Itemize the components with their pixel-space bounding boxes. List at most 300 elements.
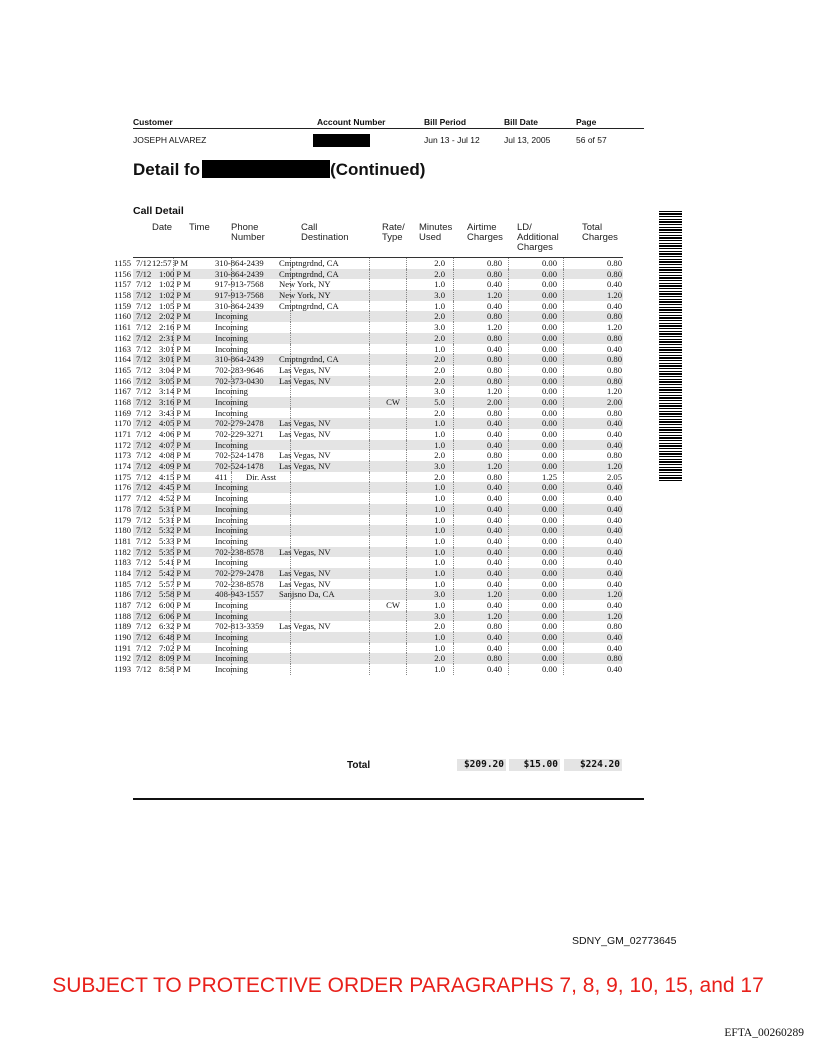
column-divider xyxy=(290,515,291,526)
account-number-redaction xyxy=(313,134,370,147)
phone-cell: 310-864-2439 xyxy=(215,268,264,279)
column-divider xyxy=(369,290,370,301)
column-divider xyxy=(369,621,370,632)
total-cell: 0.40 xyxy=(606,514,622,525)
column-divider xyxy=(406,557,407,568)
ld-cell: 0.00 xyxy=(541,567,557,578)
col-air-line1: Airtime xyxy=(467,222,497,233)
time-cell: 3:16 P M xyxy=(159,396,191,407)
date-cell: 7/12 xyxy=(136,407,152,418)
date-cell: 7/12 xyxy=(136,418,152,429)
customer-name: JOSEPH ALVAREZ xyxy=(133,135,207,145)
phone-cell: Incoming xyxy=(215,332,248,343)
destination-cell: New York, NY xyxy=(279,279,331,290)
ld-cell: 0.00 xyxy=(541,632,557,643)
column-divider xyxy=(369,664,370,675)
destination-cell: New York, NY xyxy=(279,290,331,301)
airtime-cell: 0.40 xyxy=(486,514,502,525)
table-row xyxy=(114,258,623,269)
column-divider xyxy=(406,611,407,622)
ld-cell: 0.00 xyxy=(541,279,557,290)
ld-cell: 0.00 xyxy=(541,364,557,375)
airtime-cell: 0.40 xyxy=(486,300,502,311)
minutes-cell: 1.0 xyxy=(434,439,445,450)
ld-cell: 0.00 xyxy=(541,354,557,365)
minutes-cell: 1.0 xyxy=(434,600,445,610)
row-number: 1167 xyxy=(114,386,131,397)
time-cell: 4:09 P M xyxy=(159,461,191,472)
airtime-cell: 0.40 xyxy=(486,418,502,429)
minutes-cell: 2.0 xyxy=(434,621,445,632)
column-divider xyxy=(369,365,370,376)
row-number: 1190 xyxy=(114,632,131,643)
column-divider xyxy=(290,600,291,611)
date-cell: 7/12 xyxy=(136,610,152,621)
row-number: 1165 xyxy=(114,364,131,375)
column-divider xyxy=(406,376,407,387)
time-cell: 2:16 P M xyxy=(159,322,191,333)
row-number: 1170 xyxy=(114,418,131,429)
row-number: 1184 xyxy=(114,567,131,578)
col-rate xyxy=(382,223,405,243)
airtime-cell: 0.40 xyxy=(486,525,502,536)
table-row xyxy=(114,450,623,461)
table-row xyxy=(114,525,623,536)
phone-cell: 408-943-1557 xyxy=(215,589,264,600)
airtime-cell: 0.80 xyxy=(486,407,502,418)
destination-cell: Sanjsno Da, CA xyxy=(279,589,335,600)
total-cell: 2.00 xyxy=(606,396,622,407)
total-cell: 0.40 xyxy=(606,567,622,578)
ld-cell: 0.00 xyxy=(541,664,557,675)
date-cell: 7/12 xyxy=(136,653,152,664)
column-divider xyxy=(406,258,407,269)
ld-cell: 0.00 xyxy=(541,375,557,386)
row-number: 1176 xyxy=(114,482,131,493)
airtime-cell: 0.80 xyxy=(486,375,502,386)
column-divider xyxy=(406,386,407,397)
destination-cell: Las Vegas, NV xyxy=(279,578,331,589)
minutes-cell: 1.0 xyxy=(434,567,445,578)
row-number: 1164 xyxy=(114,354,131,365)
date-cell: 7/12 xyxy=(136,621,152,632)
minutes-cell: 3.0 xyxy=(434,386,445,397)
row-number: 1171 xyxy=(114,429,131,439)
table-row xyxy=(114,632,623,643)
time-cell: 12:57 P M xyxy=(152,258,188,268)
time-cell: 4:15 P M xyxy=(159,471,191,482)
phone-cell: 702-524-1478 xyxy=(215,450,264,461)
col-minutes xyxy=(419,223,452,243)
phone-cell: 310-864-2439 xyxy=(215,258,264,268)
col-airtime xyxy=(467,223,503,243)
table-row xyxy=(114,567,623,579)
ld-cell: 0.00 xyxy=(541,450,557,461)
title-redaction xyxy=(202,160,330,178)
column-divider xyxy=(406,525,407,536)
minutes-cell: 1.0 xyxy=(434,632,445,643)
time-cell: 3:05 P M xyxy=(159,375,191,386)
date-cell: 7/12 xyxy=(136,396,152,407)
phone-cell: Incoming xyxy=(215,493,248,504)
ld-cell: 0.00 xyxy=(541,546,557,557)
total-cell: 0.80 xyxy=(606,653,622,664)
minutes-cell: 1.0 xyxy=(434,514,445,525)
column-divider xyxy=(369,258,370,269)
phone-cell: Incoming xyxy=(215,482,248,493)
bill-date-value: Jul 13, 2005 xyxy=(504,135,551,145)
column-divider xyxy=(406,664,407,675)
column-divider xyxy=(369,611,370,622)
column-divider xyxy=(369,653,370,664)
column-divider xyxy=(369,493,370,504)
title-suffix: (Continued) xyxy=(330,160,426,179)
airtime-cell: 0.40 xyxy=(486,600,502,610)
row-number: 1163 xyxy=(114,343,131,354)
column-divider xyxy=(406,397,407,408)
airtime-cell: 0.40 xyxy=(486,279,502,290)
ld-cell: 0.00 xyxy=(541,461,557,472)
phone-cell: 917-913-7568 xyxy=(215,290,264,301)
col-phone xyxy=(231,223,265,243)
time-cell: 5:31 P M xyxy=(159,514,191,525)
column-divider xyxy=(290,386,291,397)
column-divider xyxy=(290,643,291,654)
column-divider xyxy=(406,653,407,664)
date-cell: 7/12 xyxy=(136,268,152,279)
date-cell: 7/12 xyxy=(136,589,152,600)
column-divider xyxy=(290,333,291,344)
airtime-cell: 0.40 xyxy=(486,642,502,653)
table-row xyxy=(114,268,623,280)
total-cell: 0.80 xyxy=(606,354,622,365)
ld-cell: 0.00 xyxy=(541,386,557,397)
row-number: 1191 xyxy=(114,642,131,653)
minutes-cell: 2.0 xyxy=(434,354,445,365)
airtime-cell: 1.20 xyxy=(486,322,502,333)
phone-cell: 702-238-8578 xyxy=(215,546,264,557)
minutes-cell: 1.0 xyxy=(434,503,445,514)
phone-cell: 702-813-3359 xyxy=(215,621,264,632)
time-cell: 6:06 P M xyxy=(159,610,191,621)
time-cell: 4:45 P M xyxy=(159,482,191,493)
header-rule xyxy=(133,128,644,129)
airtime-cell: 1.20 xyxy=(486,386,502,397)
table-row xyxy=(114,514,623,526)
column-divider xyxy=(406,418,407,429)
minutes-cell: 2.0 xyxy=(434,375,445,386)
date-cell: 7/12 xyxy=(136,429,152,439)
phone-cell: Incoming xyxy=(215,664,248,675)
ld-cell: 0.00 xyxy=(541,322,557,333)
column-divider xyxy=(369,301,370,312)
total-cell: 0.40 xyxy=(606,664,622,675)
total-cell: 0.40 xyxy=(606,429,622,439)
date-cell: 7/12 xyxy=(136,322,152,333)
column-divider xyxy=(406,429,407,440)
column-divider xyxy=(406,311,407,322)
minutes-cell: 1.0 xyxy=(434,493,445,504)
col-dest-line1: Call xyxy=(301,222,318,233)
total-cell: 1.20 xyxy=(606,290,622,301)
row-number: 1157 xyxy=(114,279,131,290)
date-cell: 7/12 xyxy=(136,557,152,568)
ld-cell: 0.00 xyxy=(541,439,557,450)
date-cell: 7/12 xyxy=(136,493,152,504)
col-ld xyxy=(517,223,559,253)
time-cell: 2:02 P M xyxy=(159,311,191,322)
time-cell: 5:35 P M xyxy=(159,546,191,557)
time-cell: 5:32 P M xyxy=(159,525,191,536)
phone-cell: Incoming xyxy=(215,439,248,450)
table-row xyxy=(114,332,623,344)
phone-cell: Incoming xyxy=(215,610,248,621)
column-divider xyxy=(290,482,291,493)
date-cell: 7/12 xyxy=(136,311,152,322)
total-cell: 0.40 xyxy=(606,343,622,354)
column-divider xyxy=(369,344,370,355)
date-cell: 7/12 xyxy=(136,450,152,461)
table-row xyxy=(114,557,623,568)
date-cell: 7/12 xyxy=(136,578,152,589)
date-cell: 7/12 xyxy=(136,279,152,290)
column-divider xyxy=(369,536,370,547)
total-cell: 0.80 xyxy=(606,407,622,418)
column-divider xyxy=(369,482,370,493)
minutes-cell: 1.0 xyxy=(434,279,445,290)
ld-cell: 0.00 xyxy=(541,642,557,653)
total-cell: 0.40 xyxy=(606,503,622,514)
col-phone-line2: Number xyxy=(231,232,265,243)
efta-number: EFTA_00260289 xyxy=(724,1027,804,1039)
airtime-cell: 0.40 xyxy=(486,503,502,514)
column-divider xyxy=(290,525,291,536)
row-number: 1159 xyxy=(114,300,131,311)
phone-cell: 917-913-7568 xyxy=(215,279,264,290)
column-divider xyxy=(369,515,370,526)
col-min-line2: Used xyxy=(419,232,442,243)
destination-cell: Las Vegas, NV xyxy=(279,375,331,386)
total-cell: 0.40 xyxy=(606,642,622,653)
col-ld-line2: Additional xyxy=(517,232,559,243)
section-title: Call Detail xyxy=(133,205,184,217)
time-cell: 5:42 P M xyxy=(159,567,191,578)
col-tot-line1: Total xyxy=(582,222,603,233)
phone-cell: 702-279-2478 xyxy=(215,567,264,578)
col-total xyxy=(582,223,618,243)
phone-cell: 310-864-2439 xyxy=(215,354,264,365)
date-cell: 7/12 xyxy=(136,343,152,354)
table-row xyxy=(114,503,623,515)
ld-cell: 0.00 xyxy=(541,268,557,279)
minutes-cell: 2.0 xyxy=(434,364,445,375)
airtime-cell: 0.40 xyxy=(486,493,502,504)
column-divider xyxy=(406,536,407,547)
ld-cell: 0.00 xyxy=(541,525,557,536)
time-cell: 5:31 P M xyxy=(159,503,191,514)
total-cell: 0.40 xyxy=(606,546,622,557)
column-divider xyxy=(406,493,407,504)
total-cell: 0.80 xyxy=(606,364,622,375)
row-number: 1156 xyxy=(114,268,131,279)
row-number: 1160 xyxy=(114,311,131,322)
column-divider xyxy=(369,643,370,654)
column-divider xyxy=(369,440,370,451)
table-row xyxy=(114,546,623,558)
minutes-cell: 3.0 xyxy=(434,322,445,333)
phone-cell: Incoming xyxy=(215,525,248,536)
date-cell: 7/12 xyxy=(136,471,152,482)
row-number: 1179 xyxy=(114,514,131,525)
column-divider xyxy=(369,333,370,344)
total-cell: 0.80 xyxy=(606,621,622,632)
column-divider xyxy=(406,344,407,355)
time-cell: 5:41 P M xyxy=(159,557,191,568)
column-divider xyxy=(290,632,291,643)
table-row xyxy=(114,375,623,387)
column-divider xyxy=(290,504,291,515)
ld-cell: 0.00 xyxy=(541,503,557,514)
total-cell: 0.40 xyxy=(606,439,622,450)
phone-cell: Incoming xyxy=(215,343,248,354)
total-cell: 1.20 xyxy=(606,610,622,621)
table-row xyxy=(114,429,623,440)
phone-cell: Incoming xyxy=(215,632,248,643)
phone-cell: Incoming xyxy=(215,557,248,568)
column-divider xyxy=(369,589,370,600)
minutes-cell: 3.0 xyxy=(434,610,445,621)
total-cell: 0.40 xyxy=(606,535,622,546)
date-cell: 7/12 xyxy=(136,375,152,386)
time-cell: 6:48 P M xyxy=(159,632,191,643)
table-row xyxy=(114,439,623,451)
rate-type-cell: CW xyxy=(386,396,400,407)
row-number: 1162 xyxy=(114,332,131,343)
phone-cell: 310-864-2439 xyxy=(215,300,264,311)
phone-cell: 702-279-2478 xyxy=(215,418,264,429)
ld-cell: 0.00 xyxy=(541,343,557,354)
airtime-cell: 0.80 xyxy=(486,258,502,268)
airtime-cell: 0.40 xyxy=(486,578,502,589)
time-cell: 7:02 P M xyxy=(159,642,191,653)
date-cell: 7/12 xyxy=(136,290,152,301)
total-cell: 0.80 xyxy=(606,268,622,279)
phone-cell: Incoming xyxy=(215,396,248,407)
destination-cell: Las Vegas, NV xyxy=(279,567,331,578)
minutes-cell: 1.0 xyxy=(434,343,445,354)
column-divider xyxy=(290,493,291,504)
date-cell: 7/12 xyxy=(136,332,152,343)
column-divider xyxy=(406,269,407,280)
row-number: 1192 xyxy=(114,653,131,664)
airtime-cell: 2.00 xyxy=(486,396,502,407)
table-row xyxy=(114,482,623,493)
destination-cell: Cmptngrdnd, CA xyxy=(279,268,339,279)
column-divider xyxy=(406,290,407,301)
time-cell: 8:58 P M xyxy=(159,664,191,675)
ld-cell: 0.00 xyxy=(541,290,557,301)
column-divider xyxy=(406,632,407,643)
ld-cell: 0.00 xyxy=(541,600,557,610)
date-cell: 7/12 xyxy=(136,535,152,546)
time-cell: 4:07 P M xyxy=(159,439,191,450)
account-number-label: Account Number xyxy=(317,117,386,127)
row-number: 1168 xyxy=(114,396,131,407)
col-date: Date xyxy=(152,222,173,233)
destination-cell: Las Vegas, NV xyxy=(279,546,331,557)
row-number: 1182 xyxy=(114,546,131,557)
total-charges: $224.20 xyxy=(564,759,622,771)
bill-period-value: Jun 13 - Jul 12 xyxy=(424,135,480,145)
ld-cell: 0.00 xyxy=(541,407,557,418)
table-row xyxy=(114,471,623,483)
time-cell: 2:31 P M xyxy=(159,332,191,343)
time-cell: 4:06 P M xyxy=(159,429,191,439)
total-ld: $15.00 xyxy=(509,759,560,771)
phone-cell: 702-283-9646 xyxy=(215,364,264,375)
column-divider xyxy=(369,418,370,429)
column-divider xyxy=(369,279,370,290)
column-divider xyxy=(406,322,407,333)
column-divider xyxy=(406,450,407,461)
minutes-cell: 1.0 xyxy=(434,642,445,653)
column-divider xyxy=(369,322,370,333)
col-ld-line1: LD/ xyxy=(517,222,532,233)
table-row xyxy=(114,589,623,600)
destination-cell: Las Vegas, NV xyxy=(279,461,331,472)
column-divider xyxy=(369,354,370,365)
date-cell: 7/12 xyxy=(136,354,152,365)
row-number: 1161 xyxy=(114,322,131,333)
time-cell: 4:52 P M xyxy=(159,493,191,504)
column-divider xyxy=(406,515,407,526)
column-divider xyxy=(406,279,407,290)
col-ld-line3: Charges xyxy=(517,242,553,253)
ld-cell: 0.00 xyxy=(541,396,557,407)
ld-cell: 0.00 xyxy=(541,258,557,268)
column-divider xyxy=(406,482,407,493)
col-time: Time xyxy=(189,222,210,233)
time-cell: 5:57 P M xyxy=(159,578,191,589)
total-label: Total xyxy=(347,760,371,771)
column-divider xyxy=(369,429,370,440)
column-divider xyxy=(369,600,370,611)
minutes-cell: 3.0 xyxy=(434,589,445,600)
page-title xyxy=(133,160,425,180)
date-cell: 7/12 xyxy=(136,439,152,450)
airtime-cell: 0.80 xyxy=(486,268,502,279)
column-divider xyxy=(290,611,291,622)
row-number: 1155 xyxy=(114,258,131,268)
col-phone-line1: Phone xyxy=(231,222,259,233)
ld-cell: 1.25 xyxy=(541,471,557,482)
destination-cell: Cmptngrdnd, CA xyxy=(279,354,339,365)
airtime-cell: 0.40 xyxy=(486,567,502,578)
column-divider xyxy=(406,365,407,376)
column-divider xyxy=(406,440,407,451)
column-divider xyxy=(290,440,291,451)
time-cell: 6:00 P M xyxy=(159,600,191,610)
date-cell: 7/12 xyxy=(136,503,152,514)
column-divider xyxy=(369,568,370,579)
airtime-cell: 0.40 xyxy=(486,632,502,643)
ld-cell: 0.00 xyxy=(541,557,557,568)
phone-cell: Incoming xyxy=(215,535,248,546)
column-divider xyxy=(406,589,407,600)
time-cell: 5:33 P M xyxy=(159,535,191,546)
row-number: 1193 xyxy=(114,664,131,675)
minutes-cell: 1.0 xyxy=(434,664,445,675)
